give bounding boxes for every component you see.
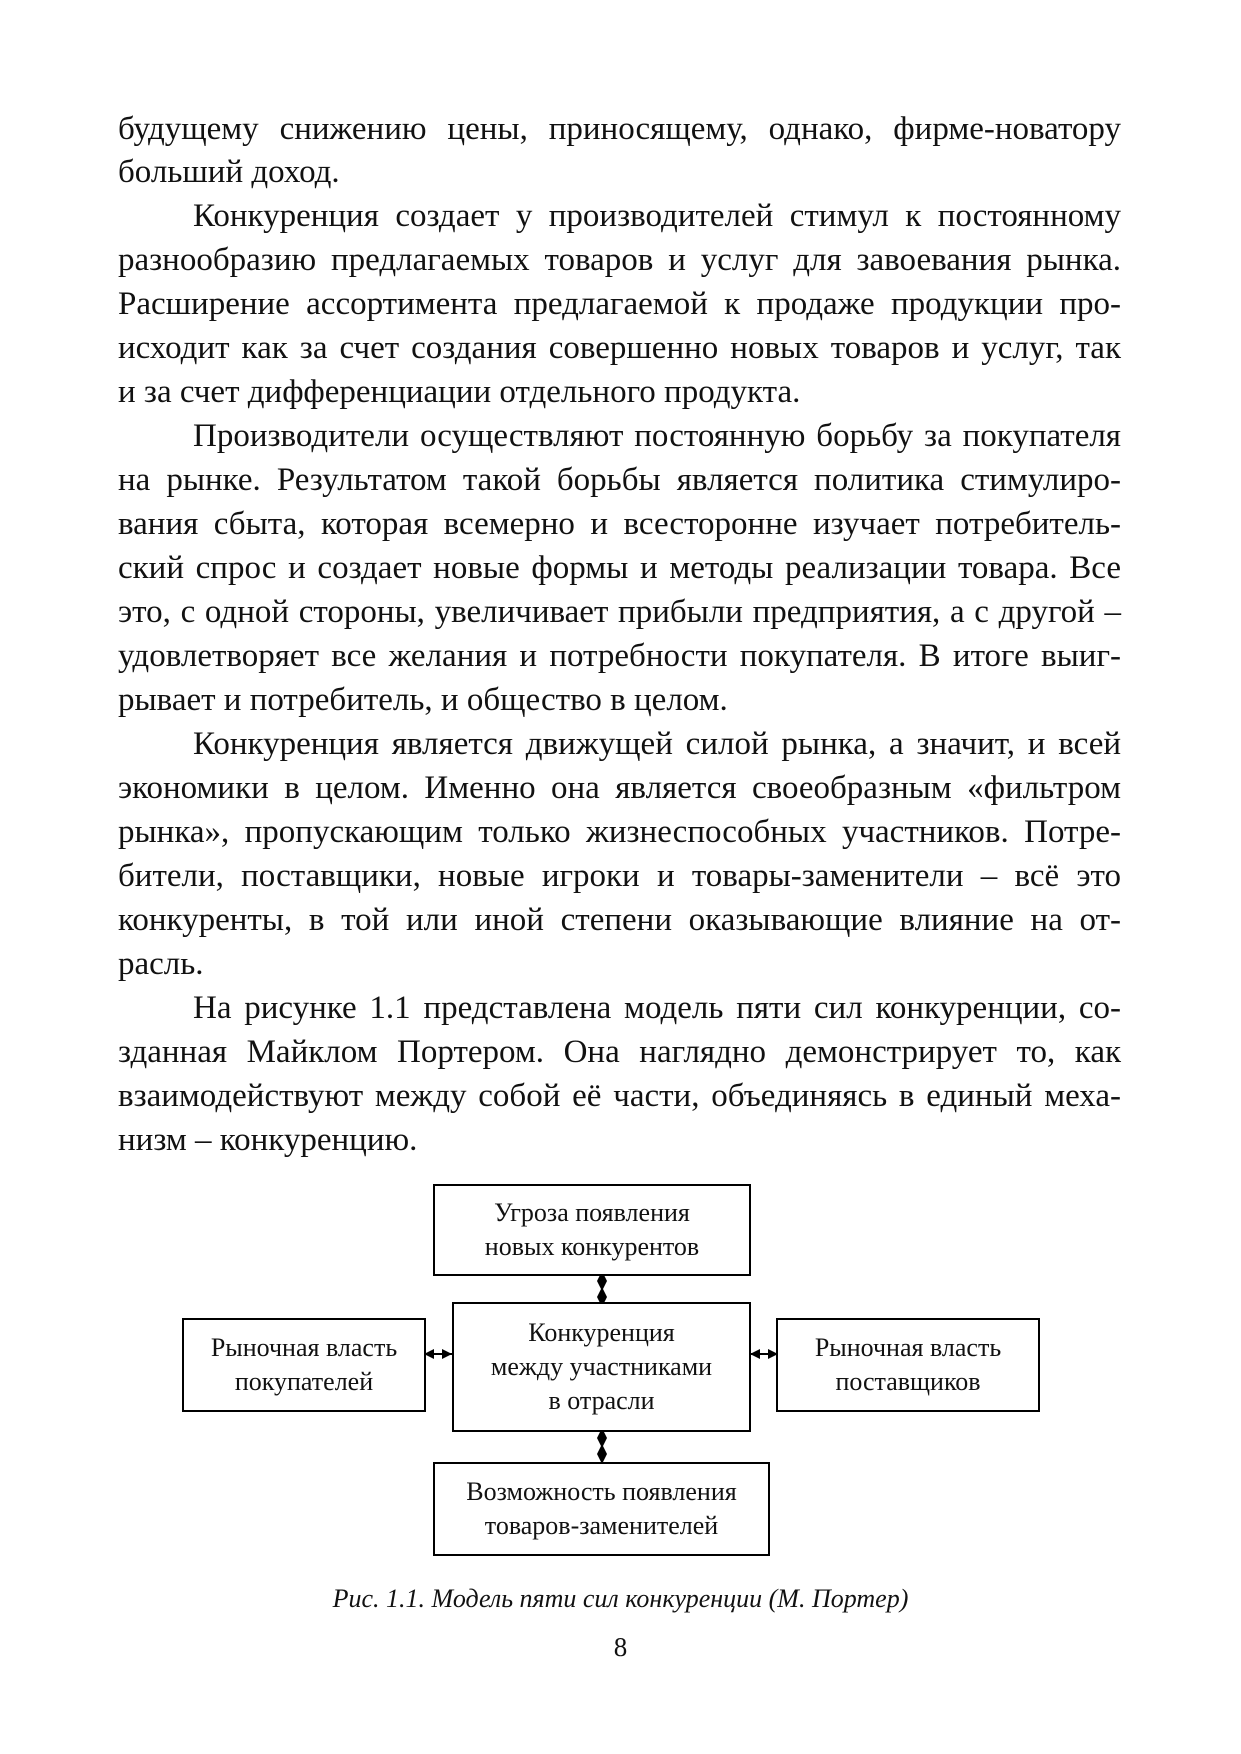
box-text-line: товаров-заменителей (484, 1511, 719, 1540)
box-text-line: Рыночная власть (210, 1333, 398, 1362)
box-text-line: Рыночная власть (814, 1333, 1002, 1362)
text-line: Конкуренция создает у производителей стимул к постоянному (193, 198, 1121, 234)
text-line: Конкуренция является движущей силой рынка, а значит, и всей (193, 726, 1121, 762)
text-line: ский спрос и создает новые формы и методы реализации товара. Все (118, 550, 1121, 586)
text-line: взаимодействуют между собой её части, объединяясь в единый меха- (118, 1078, 1121, 1114)
text-line: и за счет дифференциации отдельного продукта. (118, 374, 801, 410)
text-line: рывает и потребитель, и общество в целом. (118, 682, 728, 718)
text-line: на рынке. Результатом такой борьбы является политика стимулиро- (118, 462, 1121, 498)
text-line: зданная Майклом Портером. Она наглядно демонстрирует то, как (118, 1034, 1121, 1070)
box-substitutes (433, 1462, 770, 1556)
box-text-line: Конкуренция (528, 1318, 675, 1347)
page-number: 8 (613, 1632, 628, 1662)
text-line: экономики в целом. Именно она является своеобразным «фильтром (118, 770, 1121, 806)
box-text-line: новых конкурентов (484, 1232, 700, 1261)
box-text-line: между участниками (490, 1352, 713, 1381)
box-text-line: Возможность появления (466, 1477, 737, 1506)
text-line: расль. (118, 946, 204, 982)
box-text-line: покупателей (234, 1367, 374, 1396)
text-line: бители, поставщики, новые игроки и товары-заменители – всё это (118, 858, 1121, 894)
text-line: удовлетворяет все желания и потребности покупателя. В итоге выиг- (118, 638, 1121, 674)
text-line: больший доход. (118, 154, 340, 190)
text-line: это, с одной стороны, увеличивает прибыли предприятия, а с другой – (118, 594, 1121, 630)
text-line: Производители осуществляют постоянную борьбу за покупателя (193, 418, 1121, 454)
box-text-line: поставщиков (835, 1367, 981, 1396)
text-line: рынка», пропускающим только жизнеспособных участников. Потре- (118, 814, 1121, 850)
box-industry-rivalry (452, 1302, 751, 1432)
text-line: вания сбыта, которая всемерно и всесторонне изучает потребитель- (118, 506, 1121, 542)
box-new-entrants (433, 1184, 751, 1276)
arrow-head (750, 1349, 760, 1359)
text-line: конкуренты, в той или иной степени оказывающие влияние на от- (118, 902, 1121, 938)
arrow-head (442, 1349, 452, 1359)
box-buyer-power (182, 1318, 426, 1412)
arrow-head (597, 1444, 607, 1464)
text-line: исходит как за счет создания совершенно новых товаров и услуг, так (118, 330, 1121, 366)
box-text-line: в отрасли (548, 1386, 655, 1415)
figure-caption: Рис. 1.1. Модель пяти сил конкуренции (М. Портер) (332, 1584, 909, 1613)
text-line: На рисунке 1.1 представлена модель пяти сил конкуренции, со- (193, 990, 1121, 1026)
text-line: Расширение ассортимента предлагаемой к продаже продукции про- (118, 286, 1121, 322)
text-line: будущему снижению цены, приносящему, однако, фирме-новатору (118, 111, 1121, 147)
text-line: низм – конкуренцию. (118, 1122, 418, 1158)
text-line: разнообразию предлагаемых товаров и услуг для завоевания рынка. (118, 242, 1121, 278)
box-supplier-power (776, 1318, 1040, 1412)
box-text-line: Угроза появления (494, 1198, 690, 1227)
